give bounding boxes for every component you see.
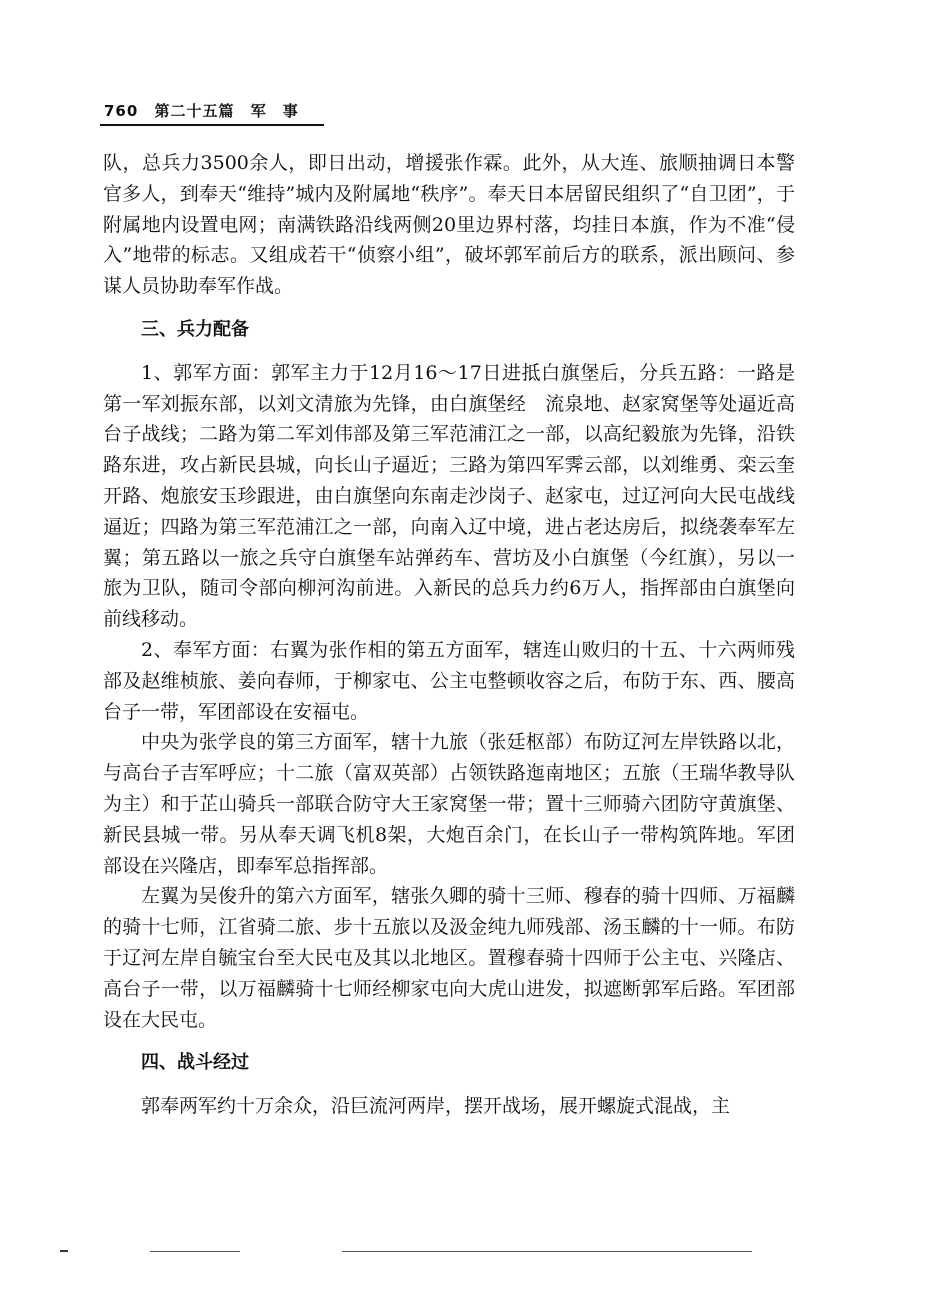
paragraph: 2、奉军方面：右翼为张作相的第五方面军，辖连山败归的十五、十六两师残部及赵维桢旅、姜向春师，于柳家屯、公主屯整顿收容之后，布防于东、西、腰高台子一带，军团部设在安福屯。 bbox=[103, 638, 795, 723]
section-title: 军 事 bbox=[250, 102, 299, 120]
paragraph: 左翼为吴俊升的第六方面军，辖张久卿的骑十三师、穆春的骑十四师、万福麟的骑十七师，江省骑二旅、步十五旅以及汲金纯九师残部、汤玉麟的十一师。布防于辽河左岸自毓宝台至大民屯及其以北地区。置穆春骑十四师于公主屯、兴隆店、高台子一带，以万福麟骑十七师经柳家屯向大虎山进发，拟遮断郭军后路。军团部设在大民屯。 bbox=[103, 885, 795, 1031]
body-text bbox=[103, 148, 795, 1122]
part-title: 第二十五篇 bbox=[154, 102, 235, 120]
paragraph: 中央为张学良的第三方面军，辖十九旅（张廷枢部）布防辽河左岸铁路以北，与高台子吉军呼应；十二旅（富双英部）占领铁路迤南地区；五旅（王瑞华教导队为主）和于芷山骑兵一部联合防守大王家窝堡一带；置十三师骑六团防守黄旗堡、新民县城一带。另从奉天调飞机8架，大炮百余门，在长山子一带构筑阵地。军团部设在兴隆店，即奉军总指挥部。 bbox=[103, 731, 795, 877]
header-rule bbox=[100, 124, 324, 126]
paragraph: 郭奉两军约十万余众，沿巨流河两岸，摆开战场，展开螺旋式混战，主 bbox=[141, 1095, 731, 1118]
paragraph: 1、郭军方面：郭军主力于12月16～17日进抵白旗堡后，分兵五路：一路是第一军刘振东部，以刘文清旅为先锋，由白旗堡经 流泉地、赵家窝堡等处逼近高台子战线；二路为第二军刘伟部及第三军范浦江之一部，以高纪毅旅为先锋，沿铁路东进，攻占新民县城，向长山子逼近；三路为第四军霁云部，以刘维勇、栾云奎开路、炮旅安玉珍跟进，由白旗堡向东南走沙岗子、赵家屯，过辽河向大民屯战线逼近；四路为第三军范浦江之一部，向南入辽中境，进占老达房后，拟绕袭奉军左翼；第五路以一旅之兵守白旗堡车站弹药车、营坊及小白旗堡（今红旗），另以一旅为卫队，随司令部向柳河沟前进。入新民的总兵力约6万人，指挥部由白旗堡向前线移动。 bbox=[103, 361, 795, 631]
page-number: 760 bbox=[104, 102, 139, 120]
running-header bbox=[104, 100, 309, 121]
paragraph: 队，总兵力3500余人，即日出动，增援张作霖。此外，从大连、旅顺抽调日本警官多人，到奉天“维持”城内及附属地“秩序”。奉天日本居留民组织了“自卫团”，于附属地内设置电网；南满铁路沿线两侧20里边界村落，均挂日本旗，作为不准“侵入”地带的标志。又组成若干“侦察小组”，破坏郭军前后方的联系，派出顾问、参谋人员协助奉军作战。 bbox=[103, 152, 795, 298]
scan-artifact-line bbox=[342, 1251, 752, 1252]
section-heading: 四、战斗经过 bbox=[141, 1052, 249, 1074]
section-heading: 三、兵力配备 bbox=[141, 318, 249, 340]
scan-speck bbox=[60, 1250, 68, 1252]
scan-artifact-line bbox=[150, 1251, 240, 1252]
